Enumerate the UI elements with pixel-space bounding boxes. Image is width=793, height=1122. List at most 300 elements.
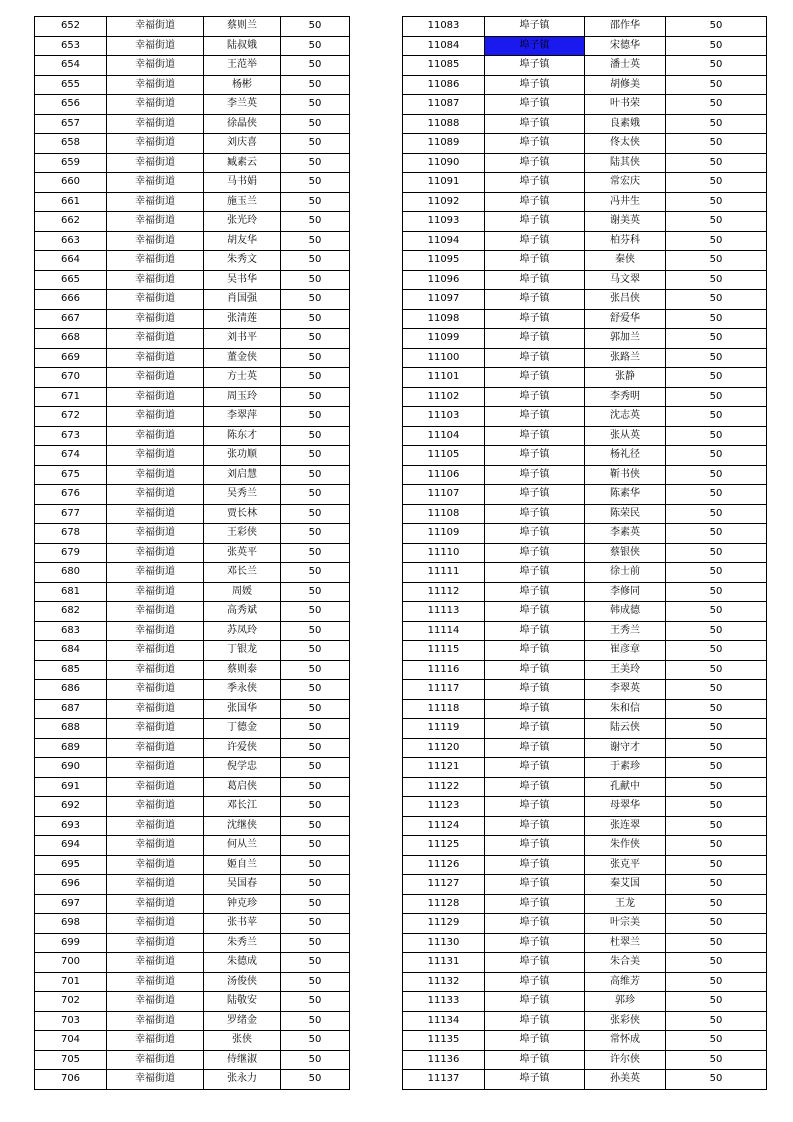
name-cell[interactable]: 杜翠兰 <box>585 933 666 953</box>
name-cell[interactable]: 徐晶侠 <box>204 114 281 134</box>
district-cell[interactable]: 埠子镇 <box>485 582 585 602</box>
name-cell[interactable]: 张静 <box>585 368 666 388</box>
district-cell[interactable]: 幸福街道 <box>107 17 204 37</box>
name-cell[interactable]: 李修同 <box>585 582 666 602</box>
name-cell[interactable]: 李素英 <box>585 524 666 544</box>
district-cell[interactable]: 埠子镇 <box>485 251 585 271</box>
name-cell[interactable]: 汤俊侠 <box>204 972 281 992</box>
id-cell[interactable]: 11136 <box>403 1050 485 1070</box>
district-cell[interactable]: 幸福街道 <box>107 95 204 115</box>
id-cell[interactable]: 11127 <box>403 875 485 895</box>
amount-cell[interactable]: 50 <box>666 641 767 661</box>
id-cell[interactable]: 686 <box>35 680 107 700</box>
district-cell[interactable]: 幸福街道 <box>107 212 204 232</box>
id-cell[interactable]: 698 <box>35 914 107 934</box>
id-cell[interactable]: 679 <box>35 543 107 563</box>
name-cell[interactable]: 张连翠 <box>585 816 666 836</box>
name-cell[interactable]: 周玉玲 <box>204 387 281 407</box>
id-cell[interactable]: 11119 <box>403 719 485 739</box>
amount-cell[interactable]: 50 <box>281 953 350 973</box>
name-cell[interactable]: 丁德金 <box>204 719 281 739</box>
id-cell[interactable]: 702 <box>35 992 107 1012</box>
amount-cell[interactable]: 50 <box>666 1070 767 1090</box>
id-cell[interactable]: 11099 <box>403 329 485 349</box>
amount-cell[interactable]: 50 <box>281 368 350 388</box>
district-cell[interactable]: 幸福街道 <box>107 485 204 505</box>
amount-cell[interactable]: 50 <box>666 446 767 466</box>
name-cell[interactable]: 陈荣民 <box>585 504 666 524</box>
name-cell[interactable]: 季永侠 <box>204 680 281 700</box>
id-cell[interactable]: 667 <box>35 309 107 329</box>
name-cell[interactable]: 吴书华 <box>204 270 281 290</box>
amount-cell[interactable]: 50 <box>666 894 767 914</box>
name-cell[interactable]: 胡友华 <box>204 231 281 251</box>
district-cell[interactable]: 埠子镇 <box>485 368 585 388</box>
district-cell[interactable]: 埠子镇 <box>485 173 585 193</box>
name-cell[interactable]: 常宏庆 <box>585 173 666 193</box>
amount-cell[interactable]: 50 <box>281 933 350 953</box>
name-cell[interactable]: 谢美英 <box>585 212 666 232</box>
district-cell[interactable]: 埠子镇 <box>485 836 585 856</box>
amount-cell[interactable]: 50 <box>281 777 350 797</box>
id-cell[interactable]: 680 <box>35 563 107 583</box>
id-cell[interactable]: 11090 <box>403 153 485 173</box>
id-cell[interactable]: 673 <box>35 426 107 446</box>
id-cell[interactable]: 11107 <box>403 485 485 505</box>
district-cell[interactable]: 幸福街道 <box>107 680 204 700</box>
name-cell[interactable]: 张彩侠 <box>585 1011 666 1031</box>
amount-cell[interactable]: 50 <box>281 485 350 505</box>
name-cell[interactable]: 蔡则兰 <box>204 17 281 37</box>
district-cell[interactable]: 埠子镇 <box>485 719 585 739</box>
amount-cell[interactable]: 50 <box>666 75 767 95</box>
id-cell[interactable]: 11115 <box>403 641 485 661</box>
amount-cell[interactable]: 50 <box>666 426 767 446</box>
district-cell[interactable]: 埠子镇 <box>485 660 585 680</box>
district-cell[interactable]: 幸福街道 <box>107 75 204 95</box>
amount-cell[interactable]: 50 <box>666 972 767 992</box>
id-cell[interactable]: 687 <box>35 699 107 719</box>
amount-cell[interactable]: 50 <box>666 348 767 368</box>
amount-cell[interactable]: 50 <box>666 758 767 778</box>
id-cell[interactable]: 683 <box>35 621 107 641</box>
id-cell[interactable]: 703 <box>35 1011 107 1031</box>
amount-cell[interactable]: 50 <box>666 699 767 719</box>
id-cell[interactable]: 11084 <box>403 36 485 56</box>
district-cell[interactable]: 幸福街道 <box>107 465 204 485</box>
district-cell[interactable]: 幸福街道 <box>107 836 204 856</box>
amount-cell[interactable]: 50 <box>281 36 350 56</box>
district-cell[interactable]: 幸福街道 <box>107 1050 204 1070</box>
name-cell[interactable]: 朱德成 <box>204 953 281 973</box>
district-cell[interactable]: 幸福街道 <box>107 953 204 973</box>
name-cell[interactable]: 高维芳 <box>585 972 666 992</box>
district-cell[interactable]: 埠子镇 <box>485 797 585 817</box>
id-cell[interactable]: 11130 <box>403 933 485 953</box>
name-cell[interactable]: 冯井生 <box>585 192 666 212</box>
district-cell[interactable]: 幸福街道 <box>107 699 204 719</box>
district-cell[interactable]: 幸福街道 <box>107 114 204 134</box>
name-cell[interactable]: 刘庆喜 <box>204 134 281 154</box>
district-cell[interactable]: 埠子镇 <box>485 192 585 212</box>
id-cell[interactable]: 11113 <box>403 602 485 622</box>
district-cell[interactable]: 埠子镇 <box>485 309 585 329</box>
district-cell[interactable]: 埠子镇 <box>485 680 585 700</box>
name-cell[interactable]: 叶书荣 <box>585 95 666 115</box>
name-cell[interactable]: 朱秀文 <box>204 251 281 271</box>
id-cell[interactable]: 659 <box>35 153 107 173</box>
amount-cell[interactable]: 50 <box>281 914 350 934</box>
amount-cell[interactable]: 50 <box>281 680 350 700</box>
id-cell[interactable]: 11101 <box>403 368 485 388</box>
name-cell[interactable]: 张从英 <box>585 426 666 446</box>
district-cell[interactable]: 幸福街道 <box>107 933 204 953</box>
id-cell[interactable]: 689 <box>35 738 107 758</box>
amount-cell[interactable]: 50 <box>666 777 767 797</box>
id-cell[interactable]: 11108 <box>403 504 485 524</box>
name-cell[interactable]: 崔彦章 <box>585 641 666 661</box>
amount-cell[interactable]: 50 <box>666 329 767 349</box>
amount-cell[interactable]: 50 <box>666 251 767 271</box>
district-cell[interactable]: 幸福街道 <box>107 251 204 271</box>
district-cell[interactable]: 幸福街道 <box>107 290 204 310</box>
name-cell[interactable]: 刘启慧 <box>204 465 281 485</box>
district-cell[interactable]: 幸福街道 <box>107 602 204 622</box>
amount-cell[interactable]: 50 <box>666 992 767 1012</box>
name-cell[interactable]: 宋德华 <box>585 36 666 56</box>
district-cell[interactable]: 幸福街道 <box>107 816 204 836</box>
district-cell[interactable]: 埠子镇 <box>485 426 585 446</box>
district-cell[interactable]: 埠子镇 <box>485 212 585 232</box>
amount-cell[interactable]: 50 <box>281 426 350 446</box>
id-cell[interactable]: 11105 <box>403 446 485 466</box>
district-cell[interactable]: 埠子镇 <box>485 95 585 115</box>
district-cell[interactable]: 幸福街道 <box>107 231 204 251</box>
id-cell[interactable]: 681 <box>35 582 107 602</box>
id-cell[interactable]: 11123 <box>403 797 485 817</box>
amount-cell[interactable]: 50 <box>281 582 350 602</box>
name-cell[interactable]: 谢守才 <box>585 738 666 758</box>
id-cell[interactable]: 11109 <box>403 524 485 544</box>
amount-cell[interactable]: 50 <box>281 972 350 992</box>
district-cell[interactable]: 埠子镇 <box>485 1070 585 1090</box>
name-cell[interactable]: 舒爱华 <box>585 309 666 329</box>
district-cell[interactable]: 幸福街道 <box>107 1031 204 1051</box>
district-cell[interactable]: 埠子镇 <box>485 134 585 154</box>
id-cell[interactable]: 11132 <box>403 972 485 992</box>
id-cell[interactable]: 11116 <box>403 660 485 680</box>
name-cell[interactable]: 陆其侠 <box>585 153 666 173</box>
id-cell[interactable]: 11103 <box>403 407 485 427</box>
name-cell[interactable]: 丁银龙 <box>204 641 281 661</box>
name-cell[interactable]: 张侠 <box>204 1031 281 1051</box>
name-cell[interactable]: 叶宗美 <box>585 914 666 934</box>
amount-cell[interactable]: 50 <box>666 1011 767 1031</box>
id-cell[interactable]: 11129 <box>403 914 485 934</box>
name-cell[interactable]: 沈志英 <box>585 407 666 427</box>
district-cell[interactable]: 埠子镇 <box>485 290 585 310</box>
id-cell[interactable]: 660 <box>35 173 107 193</box>
district-cell[interactable]: 埠子镇 <box>485 777 585 797</box>
amount-cell[interactable]: 50 <box>281 992 350 1012</box>
district-cell[interactable]: 埠子镇 <box>485 621 585 641</box>
district-cell[interactable]: 埠子镇 <box>485 953 585 973</box>
id-cell[interactable]: 684 <box>35 641 107 661</box>
district-cell[interactable]: 埠子镇 <box>485 407 585 427</box>
id-cell[interactable]: 11112 <box>403 582 485 602</box>
district-cell[interactable]: 幸福街道 <box>107 368 204 388</box>
name-cell[interactable]: 臧素云 <box>204 153 281 173</box>
name-cell[interactable]: 肖国强 <box>204 290 281 310</box>
district-cell[interactable]: 幸福街道 <box>107 153 204 173</box>
name-cell[interactable]: 朱秀兰 <box>204 933 281 953</box>
id-cell[interactable]: 11087 <box>403 95 485 115</box>
district-cell[interactable]: 埠子镇 <box>485 153 585 173</box>
id-cell[interactable]: 666 <box>35 290 107 310</box>
amount-cell[interactable]: 50 <box>666 836 767 856</box>
district-cell[interactable]: 幸福街道 <box>107 543 204 563</box>
district-cell[interactable]: 幸福街道 <box>107 758 204 778</box>
id-cell[interactable]: 11083 <box>403 17 485 37</box>
name-cell[interactable]: 苏凤玲 <box>204 621 281 641</box>
district-cell[interactable]: 幸福街道 <box>107 777 204 797</box>
amount-cell[interactable]: 50 <box>281 290 350 310</box>
amount-cell[interactable]: 50 <box>281 543 350 563</box>
name-cell[interactable]: 潘士英 <box>585 56 666 76</box>
name-cell[interactable]: 孙美英 <box>585 1070 666 1090</box>
amount-cell[interactable]: 50 <box>281 95 350 115</box>
amount-cell[interactable]: 50 <box>281 212 350 232</box>
amount-cell[interactable]: 50 <box>666 465 767 485</box>
id-cell[interactable]: 693 <box>35 816 107 836</box>
id-cell[interactable]: 11120 <box>403 738 485 758</box>
id-cell[interactable]: 11092 <box>403 192 485 212</box>
name-cell[interactable]: 葛启侠 <box>204 777 281 797</box>
name-cell[interactable]: 贾长林 <box>204 504 281 524</box>
id-cell[interactable]: 677 <box>35 504 107 524</box>
district-cell[interactable]: 埠子镇 <box>485 758 585 778</box>
amount-cell[interactable]: 50 <box>281 894 350 914</box>
district-cell[interactable]: 埠子镇 <box>485 894 585 914</box>
id-cell[interactable]: 11100 <box>403 348 485 368</box>
amount-cell[interactable]: 50 <box>666 56 767 76</box>
name-cell[interactable]: 于素珍 <box>585 758 666 778</box>
name-cell[interactable]: 朱合美 <box>585 953 666 973</box>
id-cell[interactable]: 11094 <box>403 231 485 251</box>
amount-cell[interactable]: 50 <box>666 738 767 758</box>
district-cell[interactable]: 幸福街道 <box>107 173 204 193</box>
id-cell[interactable]: 678 <box>35 524 107 544</box>
id-cell[interactable]: 658 <box>35 134 107 154</box>
name-cell[interactable]: 许尔侠 <box>585 1050 666 1070</box>
name-cell[interactable]: 郭珍 <box>585 992 666 1012</box>
id-cell[interactable]: 11111 <box>403 563 485 583</box>
id-cell[interactable]: 695 <box>35 855 107 875</box>
name-cell[interactable]: 高秀斌 <box>204 602 281 622</box>
name-cell[interactable]: 李翠萍 <box>204 407 281 427</box>
amount-cell[interactable]: 50 <box>666 212 767 232</box>
amount-cell[interactable]: 50 <box>666 660 767 680</box>
amount-cell[interactable]: 50 <box>666 387 767 407</box>
district-cell[interactable]: 埠子镇 <box>485 543 585 563</box>
id-cell[interactable]: 11121 <box>403 758 485 778</box>
name-cell[interactable]: 李兰英 <box>204 95 281 115</box>
name-cell[interactable]: 杨彬 <box>204 75 281 95</box>
id-cell[interactable]: 11124 <box>403 816 485 836</box>
district-cell[interactable]: 埠子镇 <box>485 914 585 934</box>
amount-cell[interactable]: 50 <box>666 563 767 583</box>
district-cell[interactable]: 幸福街道 <box>107 855 204 875</box>
amount-cell[interactable]: 50 <box>281 329 350 349</box>
name-cell[interactable]: 王范举 <box>204 56 281 76</box>
district-cell[interactable]: 幸福街道 <box>107 641 204 661</box>
id-cell[interactable]: 671 <box>35 387 107 407</box>
id-cell[interactable]: 675 <box>35 465 107 485</box>
name-cell[interactable]: 张国华 <box>204 699 281 719</box>
name-cell[interactable]: 王秀兰 <box>585 621 666 641</box>
id-cell[interactable]: 11133 <box>403 992 485 1012</box>
district-cell[interactable]: 埠子镇 <box>485 17 585 37</box>
id-cell[interactable]: 11128 <box>403 894 485 914</box>
id-cell[interactable]: 668 <box>35 329 107 349</box>
name-cell[interactable]: 周媛 <box>204 582 281 602</box>
amount-cell[interactable]: 50 <box>666 602 767 622</box>
district-cell[interactable]: 幸福街道 <box>107 329 204 349</box>
district-cell[interactable]: 幸福街道 <box>107 504 204 524</box>
name-cell[interactable]: 朱作侠 <box>585 836 666 856</box>
district-cell[interactable]: 埠子镇 <box>485 855 585 875</box>
name-cell[interactable]: 李秀明 <box>585 387 666 407</box>
amount-cell[interactable]: 50 <box>666 290 767 310</box>
amount-cell[interactable]: 50 <box>281 660 350 680</box>
district-cell[interactable]: 埠子镇 <box>485 329 585 349</box>
amount-cell[interactable]: 50 <box>281 387 350 407</box>
id-cell[interactable]: 656 <box>35 95 107 115</box>
name-cell[interactable]: 张英平 <box>204 543 281 563</box>
amount-cell[interactable]: 50 <box>281 407 350 427</box>
name-cell[interactable]: 孔献中 <box>585 777 666 797</box>
name-cell[interactable]: 常怀成 <box>585 1031 666 1051</box>
district-cell[interactable]: 埠子镇 <box>485 56 585 76</box>
name-cell[interactable]: 陆叔娥 <box>204 36 281 56</box>
id-cell[interactable]: 11095 <box>403 251 485 271</box>
name-cell[interactable]: 张清莲 <box>204 309 281 329</box>
id-cell[interactable]: 696 <box>35 875 107 895</box>
id-cell[interactable]: 665 <box>35 270 107 290</box>
id-cell[interactable]: 11122 <box>403 777 485 797</box>
id-cell[interactable]: 11097 <box>403 290 485 310</box>
amount-cell[interactable]: 50 <box>281 602 350 622</box>
district-cell[interactable]: 幸福街道 <box>107 1070 204 1090</box>
id-cell[interactable]: 11137 <box>403 1070 485 1090</box>
amount-cell[interactable]: 50 <box>666 855 767 875</box>
id-cell[interactable]: 11089 <box>403 134 485 154</box>
id-cell[interactable]: 652 <box>35 17 107 37</box>
amount-cell[interactable]: 50 <box>281 855 350 875</box>
name-cell[interactable]: 王彩侠 <box>204 524 281 544</box>
id-cell[interactable]: 674 <box>35 446 107 466</box>
district-cell[interactable]: 幸福街道 <box>107 972 204 992</box>
id-cell[interactable]: 701 <box>35 972 107 992</box>
id-cell[interactable]: 704 <box>35 1031 107 1051</box>
name-cell[interactable]: 刘书平 <box>204 329 281 349</box>
district-cell[interactable]: 埠子镇 <box>485 641 585 661</box>
name-cell[interactable]: 柏芬科 <box>585 231 666 251</box>
district-cell[interactable]: 幸福街道 <box>107 992 204 1012</box>
district-cell[interactable]: 埠子镇 <box>485 1031 585 1051</box>
amount-cell[interactable]: 50 <box>281 836 350 856</box>
amount-cell[interactable]: 50 <box>666 368 767 388</box>
amount-cell[interactable]: 50 <box>666 582 767 602</box>
amount-cell[interactable]: 50 <box>281 621 350 641</box>
district-cell[interactable]: 埠子镇 <box>485 992 585 1012</box>
amount-cell[interactable]: 50 <box>666 114 767 134</box>
id-cell[interactable]: 11104 <box>403 426 485 446</box>
district-cell[interactable]: 埠子镇 <box>485 738 585 758</box>
amount-cell[interactable]: 50 <box>666 192 767 212</box>
amount-cell[interactable]: 50 <box>281 699 350 719</box>
id-cell[interactable]: 691 <box>35 777 107 797</box>
amount-cell[interactable]: 50 <box>666 17 767 37</box>
amount-cell[interactable]: 50 <box>281 504 350 524</box>
id-cell[interactable]: 11093 <box>403 212 485 232</box>
name-cell[interactable]: 董金侠 <box>204 348 281 368</box>
district-cell[interactable]: 幸福街道 <box>107 446 204 466</box>
district-cell[interactable]: 幸福街道 <box>107 134 204 154</box>
district-cell[interactable]: 幸福街道 <box>107 524 204 544</box>
district-cell[interactable]: 幸福街道 <box>107 875 204 895</box>
name-cell[interactable]: 邓长兰 <box>204 563 281 583</box>
district-cell[interactable]: 幸福街道 <box>107 914 204 934</box>
amount-cell[interactable]: 50 <box>666 621 767 641</box>
id-cell[interactable]: 682 <box>35 602 107 622</box>
district-cell[interactable]: 埠子镇 <box>485 1050 585 1070</box>
district-cell[interactable]: 埠子镇 <box>485 114 585 134</box>
id-cell[interactable]: 11086 <box>403 75 485 95</box>
name-cell[interactable]: 陆敬安 <box>204 992 281 1012</box>
name-cell[interactable]: 李翠英 <box>585 680 666 700</box>
name-cell[interactable]: 张路兰 <box>585 348 666 368</box>
id-cell[interactable]: 654 <box>35 56 107 76</box>
amount-cell[interactable]: 50 <box>666 309 767 329</box>
name-cell[interactable]: 张光玲 <box>204 212 281 232</box>
id-cell[interactable]: 690 <box>35 758 107 778</box>
district-cell[interactable]: 埠子镇 <box>485 1011 585 1031</box>
amount-cell[interactable]: 50 <box>666 95 767 115</box>
id-cell[interactable]: 11131 <box>403 953 485 973</box>
amount-cell[interactable]: 50 <box>666 36 767 56</box>
amount-cell[interactable]: 50 <box>281 56 350 76</box>
district-cell[interactable]: 埠子镇 <box>485 465 585 485</box>
amount-cell[interactable]: 50 <box>666 914 767 934</box>
amount-cell[interactable]: 50 <box>281 17 350 37</box>
district-cell[interactable]: 埠子镇 <box>485 270 585 290</box>
name-cell[interactable]: 母翠华 <box>585 797 666 817</box>
amount-cell[interactable]: 50 <box>281 153 350 173</box>
district-cell[interactable]: 幸福街道 <box>107 582 204 602</box>
amount-cell[interactable]: 50 <box>666 485 767 505</box>
district-cell[interactable]: 幸福街道 <box>107 387 204 407</box>
amount-cell[interactable]: 50 <box>281 641 350 661</box>
amount-cell[interactable]: 50 <box>281 797 350 817</box>
name-cell[interactable]: 陆云侠 <box>585 719 666 739</box>
name-cell[interactable]: 侍继淑 <box>204 1050 281 1070</box>
amount-cell[interactable]: 50 <box>281 1050 350 1070</box>
id-cell[interactable]: 11098 <box>403 309 485 329</box>
amount-cell[interactable]: 50 <box>666 797 767 817</box>
id-cell[interactable]: 11117 <box>403 680 485 700</box>
id-cell[interactable]: 688 <box>35 719 107 739</box>
